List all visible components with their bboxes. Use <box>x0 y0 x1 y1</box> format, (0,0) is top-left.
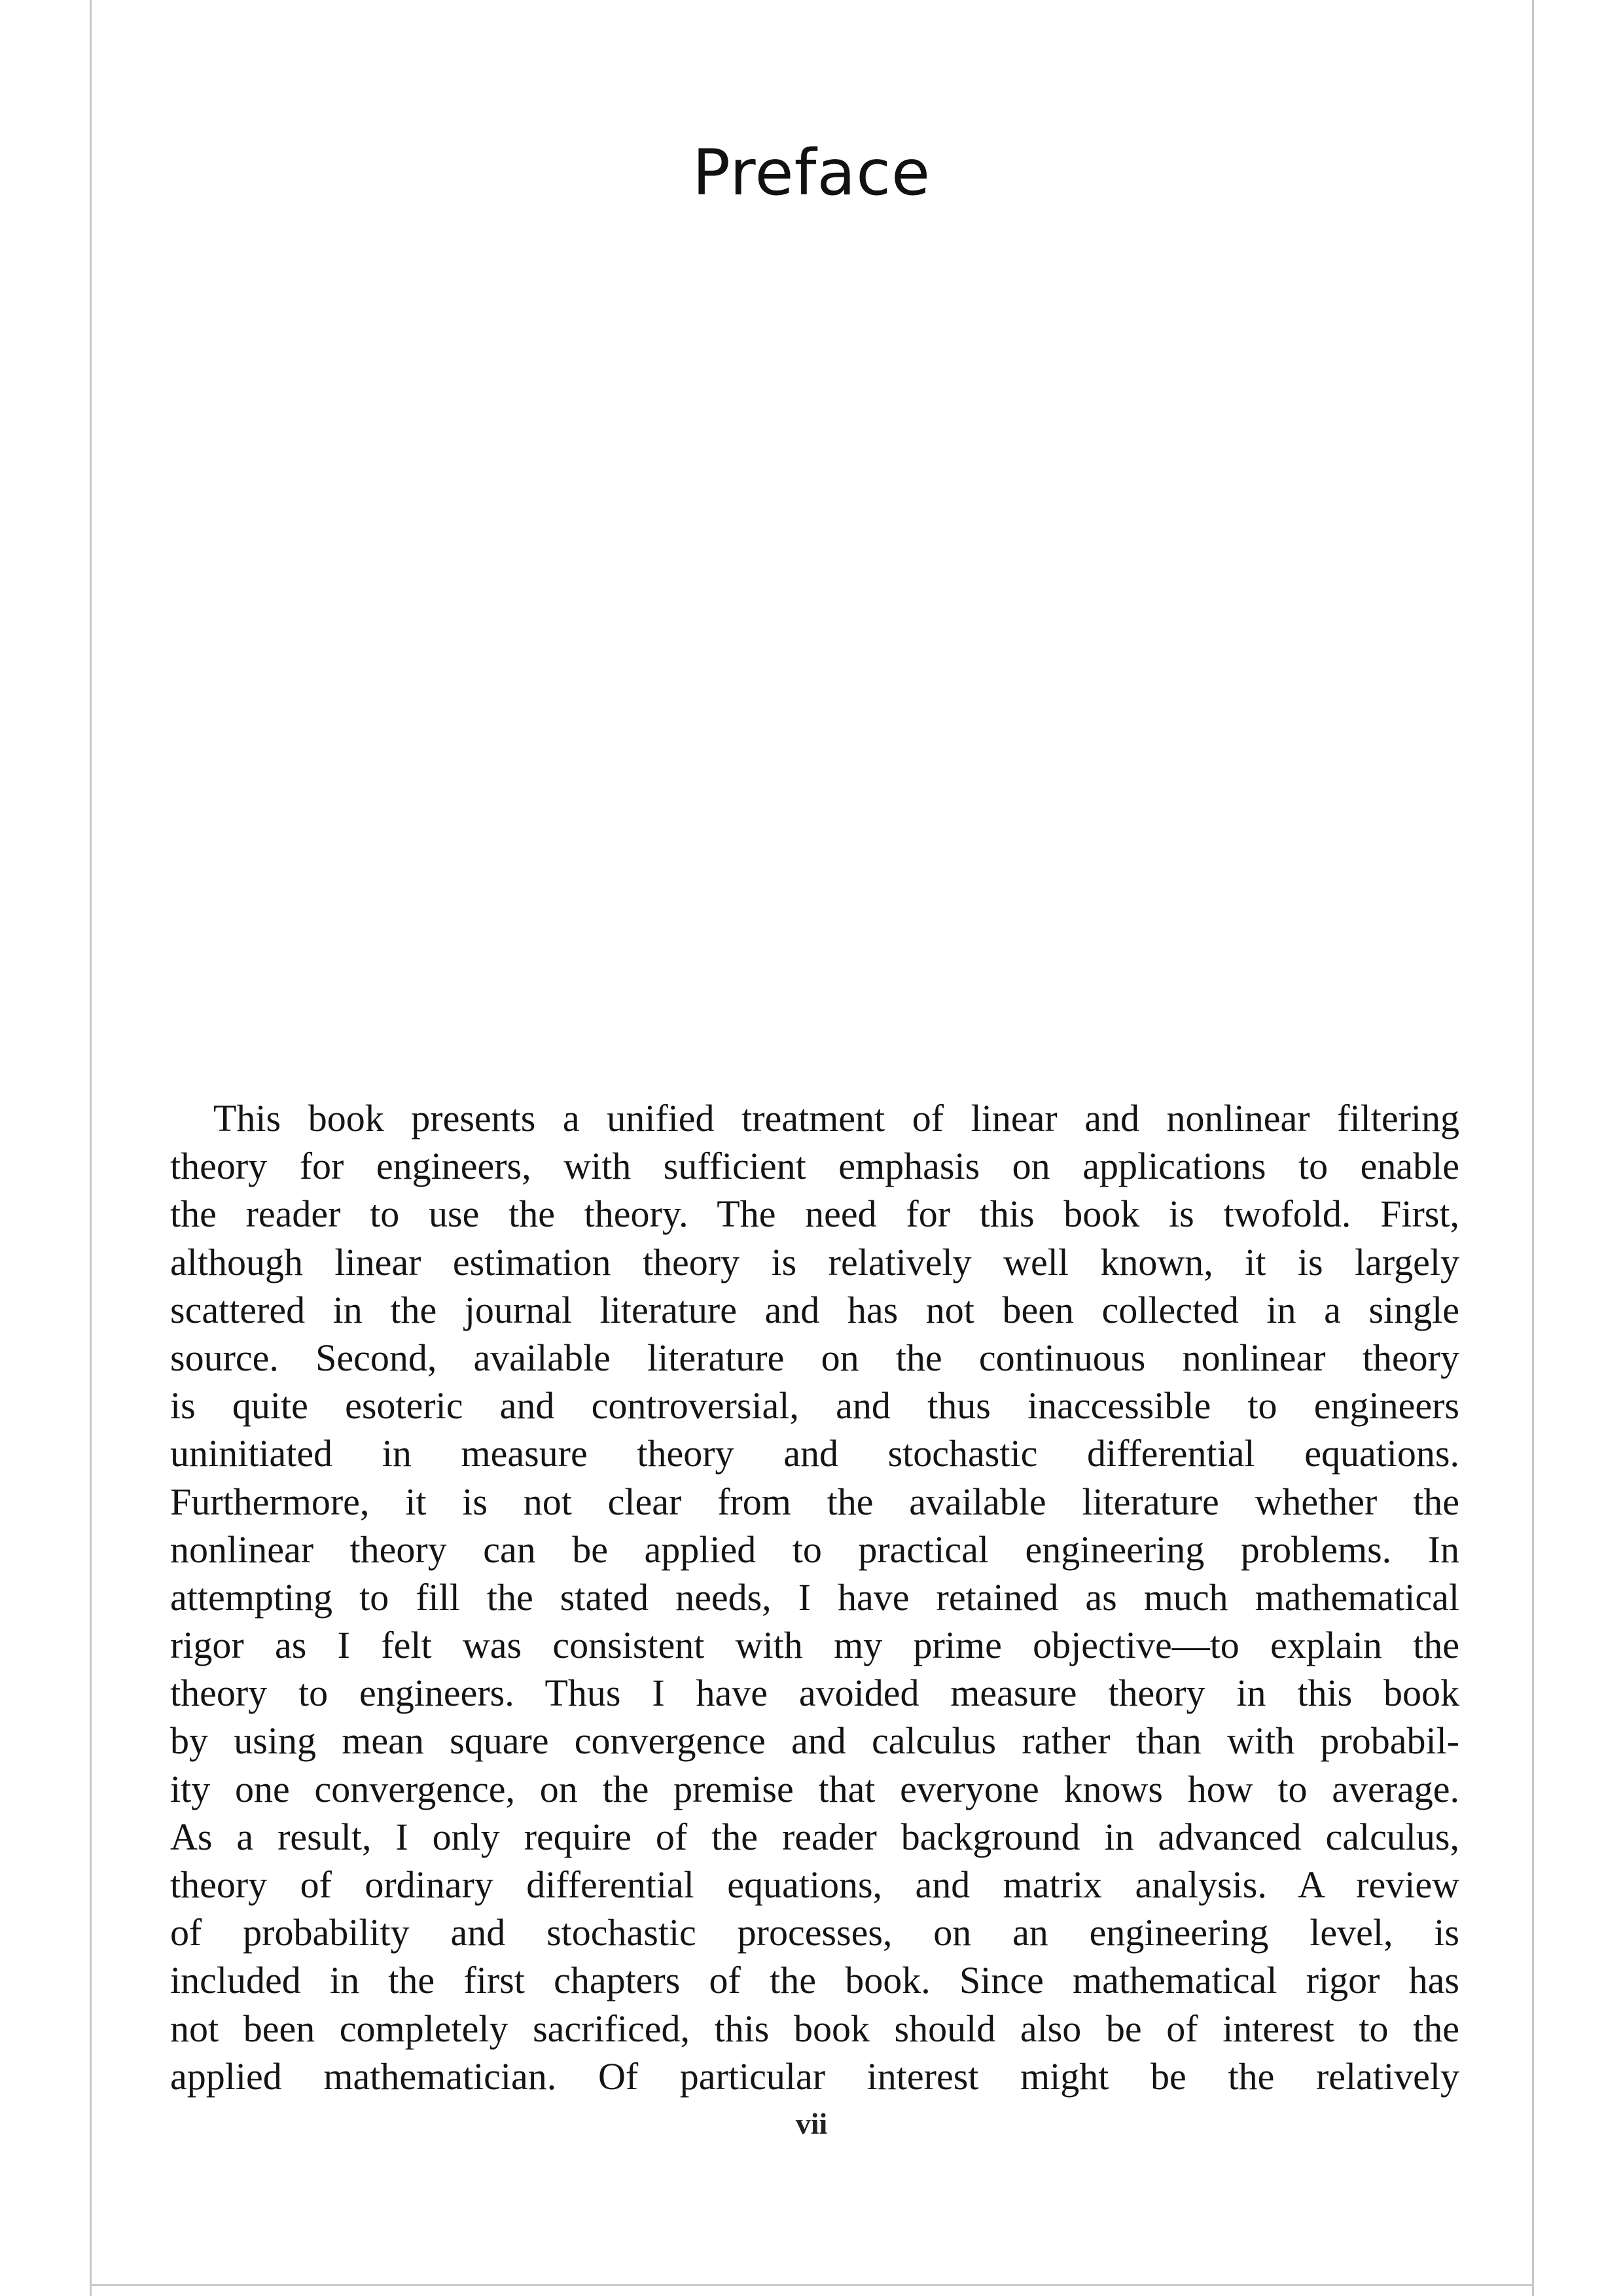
text-line: source. Second, available literature on the continuous nonlinear theory <box>170 1336 1459 1379</box>
text-line: scattered in the journal literature and has not been collected in a single <box>170 1288 1459 1331</box>
text-line: included in the first chapters of the book. Since mathematical rigor has <box>170 1959 1459 2002</box>
preface-paragraph <box>170 1094 1459 2100</box>
text-line: is quite esoteric and controversial, and thus inaccessible to engineers <box>170 1384 1459 1427</box>
page-border-right <box>1532 0 1534 2296</box>
text-line: nonlinear theory can be applied to practical engineering problems. In <box>170 1528 1459 1571</box>
text-line: Furthermore, it is not clear from the available literature whether the <box>170 1480 1459 1523</box>
text-line: ity one convergence, on the premise that everyone knows how to average. <box>170 1767 1459 1810</box>
page-number: vii <box>795 2107 828 2140</box>
text-line: applied mathematician. Of particular interest might be the relatively <box>170 2054 1459 2098</box>
text-line: As a result, I only require of the reader background in advanced calculus, <box>170 1815 1459 1858</box>
text-line: rigor as I felt was consistent with my prime objective—to explain the <box>170 1624 1459 1667</box>
text-line: although linear estimation theory is relatively well known, it is largely <box>170 1240 1459 1283</box>
text-line: not been completely sacrificed, this book should also be of interest to the <box>170 2007 1459 2050</box>
text-line: by using mean square convergence and calculus rather than with probabil- <box>170 1719 1459 1763</box>
text-line: This book presents a unified treatment of linear and nonlinear filtering <box>213 1097 1459 1139</box>
page-border-bottom <box>90 2284 1534 2286</box>
text-line: theory of ordinary differential equations, and matrix analysis. A review <box>170 1863 1459 1906</box>
text-line: of probability and stochastic processes, on an engineering level, is <box>170 1911 1459 1954</box>
page-border-left <box>90 0 92 2296</box>
text-line: the reader to use the theory. The need for this book is twofold. First, <box>170 1193 1459 1236</box>
text-line: uninitiated in measure theory and stochastic differential equations. <box>170 1432 1459 1475</box>
text-line: theory for engineers, with sufficient emphasis on applications to enable <box>170 1145 1459 1188</box>
text-line: attempting to fill the stated needs, I have retained as much mathematical <box>170 1575 1459 1619</box>
chapter-title: Preface <box>692 136 931 209</box>
text-line: theory to engineers. Thus I have avoided measure theory in this book <box>170 1672 1459 1715</box>
